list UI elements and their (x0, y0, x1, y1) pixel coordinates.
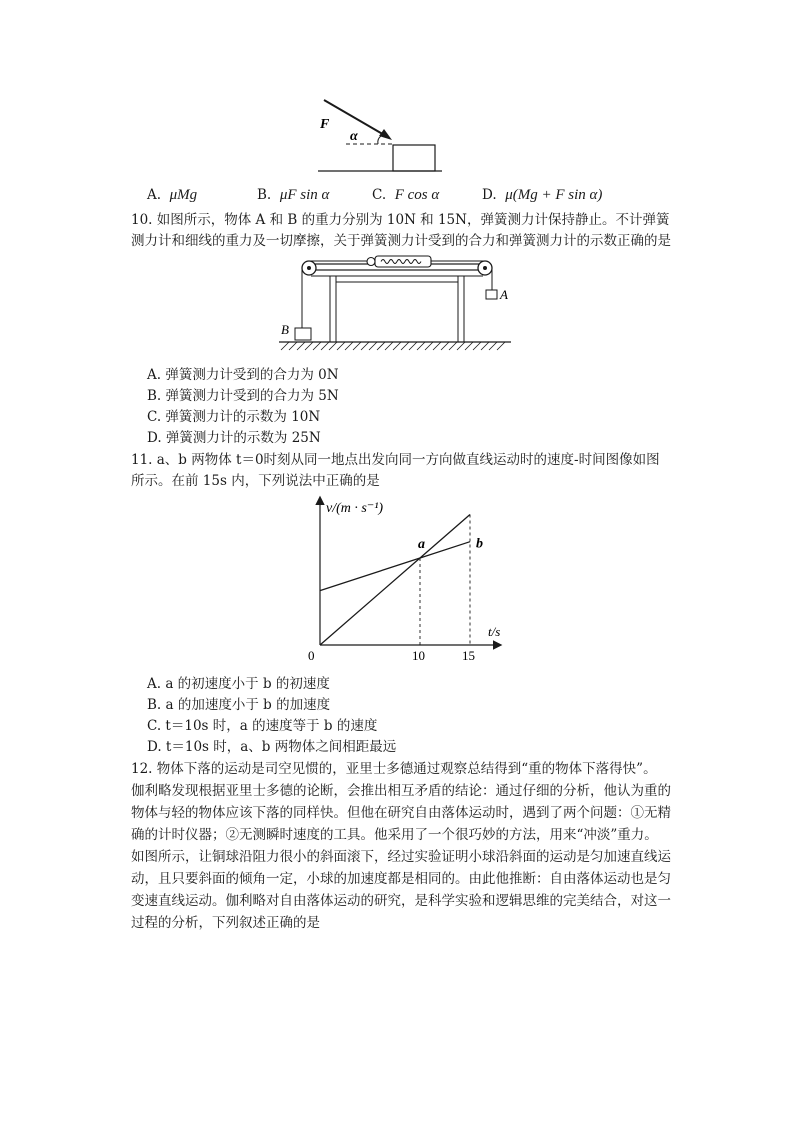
table-leg-left (330, 276, 336, 342)
q11-option-b: B. a 的加速度小于 b 的加速度 (147, 697, 331, 713)
y-axis-label: v/(m · s⁻¹) (326, 501, 384, 516)
q10-stem-line-1: 10. 如图所示，物体 A 和 B 的重力分别为 10N 和 15N，弹簧测力计保持静止。不计弹簧 (131, 212, 670, 228)
label-B: B (281, 322, 289, 337)
q9-option-c: C. F cos α (372, 187, 440, 203)
block (393, 145, 435, 171)
x-tick-label-10: 10 (412, 648, 425, 663)
series-label-a: a (418, 537, 425, 552)
force-arrowhead (379, 129, 392, 140)
q12-line: 确的计时仪器；②无测瞬时速度的工具。他采用了一个很巧妙的方法，用来“冲淡”重力。 (131, 827, 658, 843)
ground-hatch (281, 342, 505, 350)
q9-option-a: A. μMg (147, 187, 198, 203)
angle-arc (378, 136, 381, 144)
q10-stem-line-2: 测力计和细线的重力及一切摩擦，关于弹簧测力计受到的合力和弹簧测力计的示数正确的是 (131, 233, 671, 249)
q12-paragraph (131, 758, 671, 934)
q12-line: 物体与轻的物体应该下落的同样快。但他在研究自由落体运动时，遇到了两个问题：①无精 (131, 805, 671, 821)
spring-scale-table-figure (275, 252, 515, 354)
x-axis-label: t/s (488, 624, 501, 639)
q9-option-b: B. μF sin α (257, 187, 330, 203)
q11-option-c: C. t＝10s 时，a 的速度等于 b 的速度 (147, 718, 378, 734)
series-label-b: b (476, 536, 483, 552)
velocity-time-chart (300, 490, 510, 670)
table-leg-right (458, 276, 464, 342)
q12-line: 动，且只要斜面的倾角一定，小球的加速度都是相同的。由此他推断：自由落体运动也是匀 (131, 871, 671, 887)
q10-option-a: A. 弹簧测力计受到的合力为 0N (147, 367, 339, 383)
x-tick-label-15: 15 (462, 648, 475, 663)
q11-option-d: D. t＝10s 时，a、b 两物体之间相距最远 (147, 739, 397, 755)
q10-option-d: D. 弹簧测力计的示数为 25N (147, 430, 321, 446)
weight-B (295, 328, 311, 340)
force-block-figure (318, 96, 442, 174)
q12-line: 过程的分析，下列叙述正确的是 (131, 915, 320, 931)
force-label-F: F (320, 117, 330, 132)
q12-line: 变速直线运动。伽利略对自由落体运动的研究，是科学实验和逻辑思维的完美结合，对这一 (131, 893, 671, 909)
series-line-a (320, 515, 470, 646)
q11-stem-line-1: 11. a、b 两物体 t＝0时刻从同一地点出发向同一方向做直线运动时的速度-时间图像如图 (131, 452, 660, 468)
label-A: A (500, 287, 508, 302)
origin-label: 0 (308, 648, 315, 663)
q11-option-a: A. a 的初速度小于 b 的初速度 (147, 676, 330, 692)
q11-stem-line-2: 所示。在前 15s 内，下列说法中正确的是 (131, 473, 380, 489)
q10-option-c: C. 弹簧测力计的示数为 10N (147, 409, 321, 425)
spring-scale (367, 256, 431, 267)
q10-option-b: B. 弹簧测力计受到的合力为 5N (147, 388, 339, 404)
q12-line: 如图所示，让铜球沿阻力很小的斜面滚下，经过实验证明小球沿斜面的运动是匀加速直线运 (131, 849, 671, 865)
q12-line: 伽利略发现根据亚里士多德的论断，会推出相互矛盾的结论：通过仔细的分析，他认为重的 (131, 783, 671, 799)
q12-line: 12. 物体下落的运动是司空见惯的，亚里士多德通过观察总结得到“重的物体下落得快”。 (131, 761, 657, 777)
q9-option-d: D. μ(Mg + F sin α) (482, 187, 603, 203)
series-line-b (320, 542, 470, 591)
angle-label-alpha: α (350, 129, 358, 144)
weight-A (486, 290, 497, 299)
